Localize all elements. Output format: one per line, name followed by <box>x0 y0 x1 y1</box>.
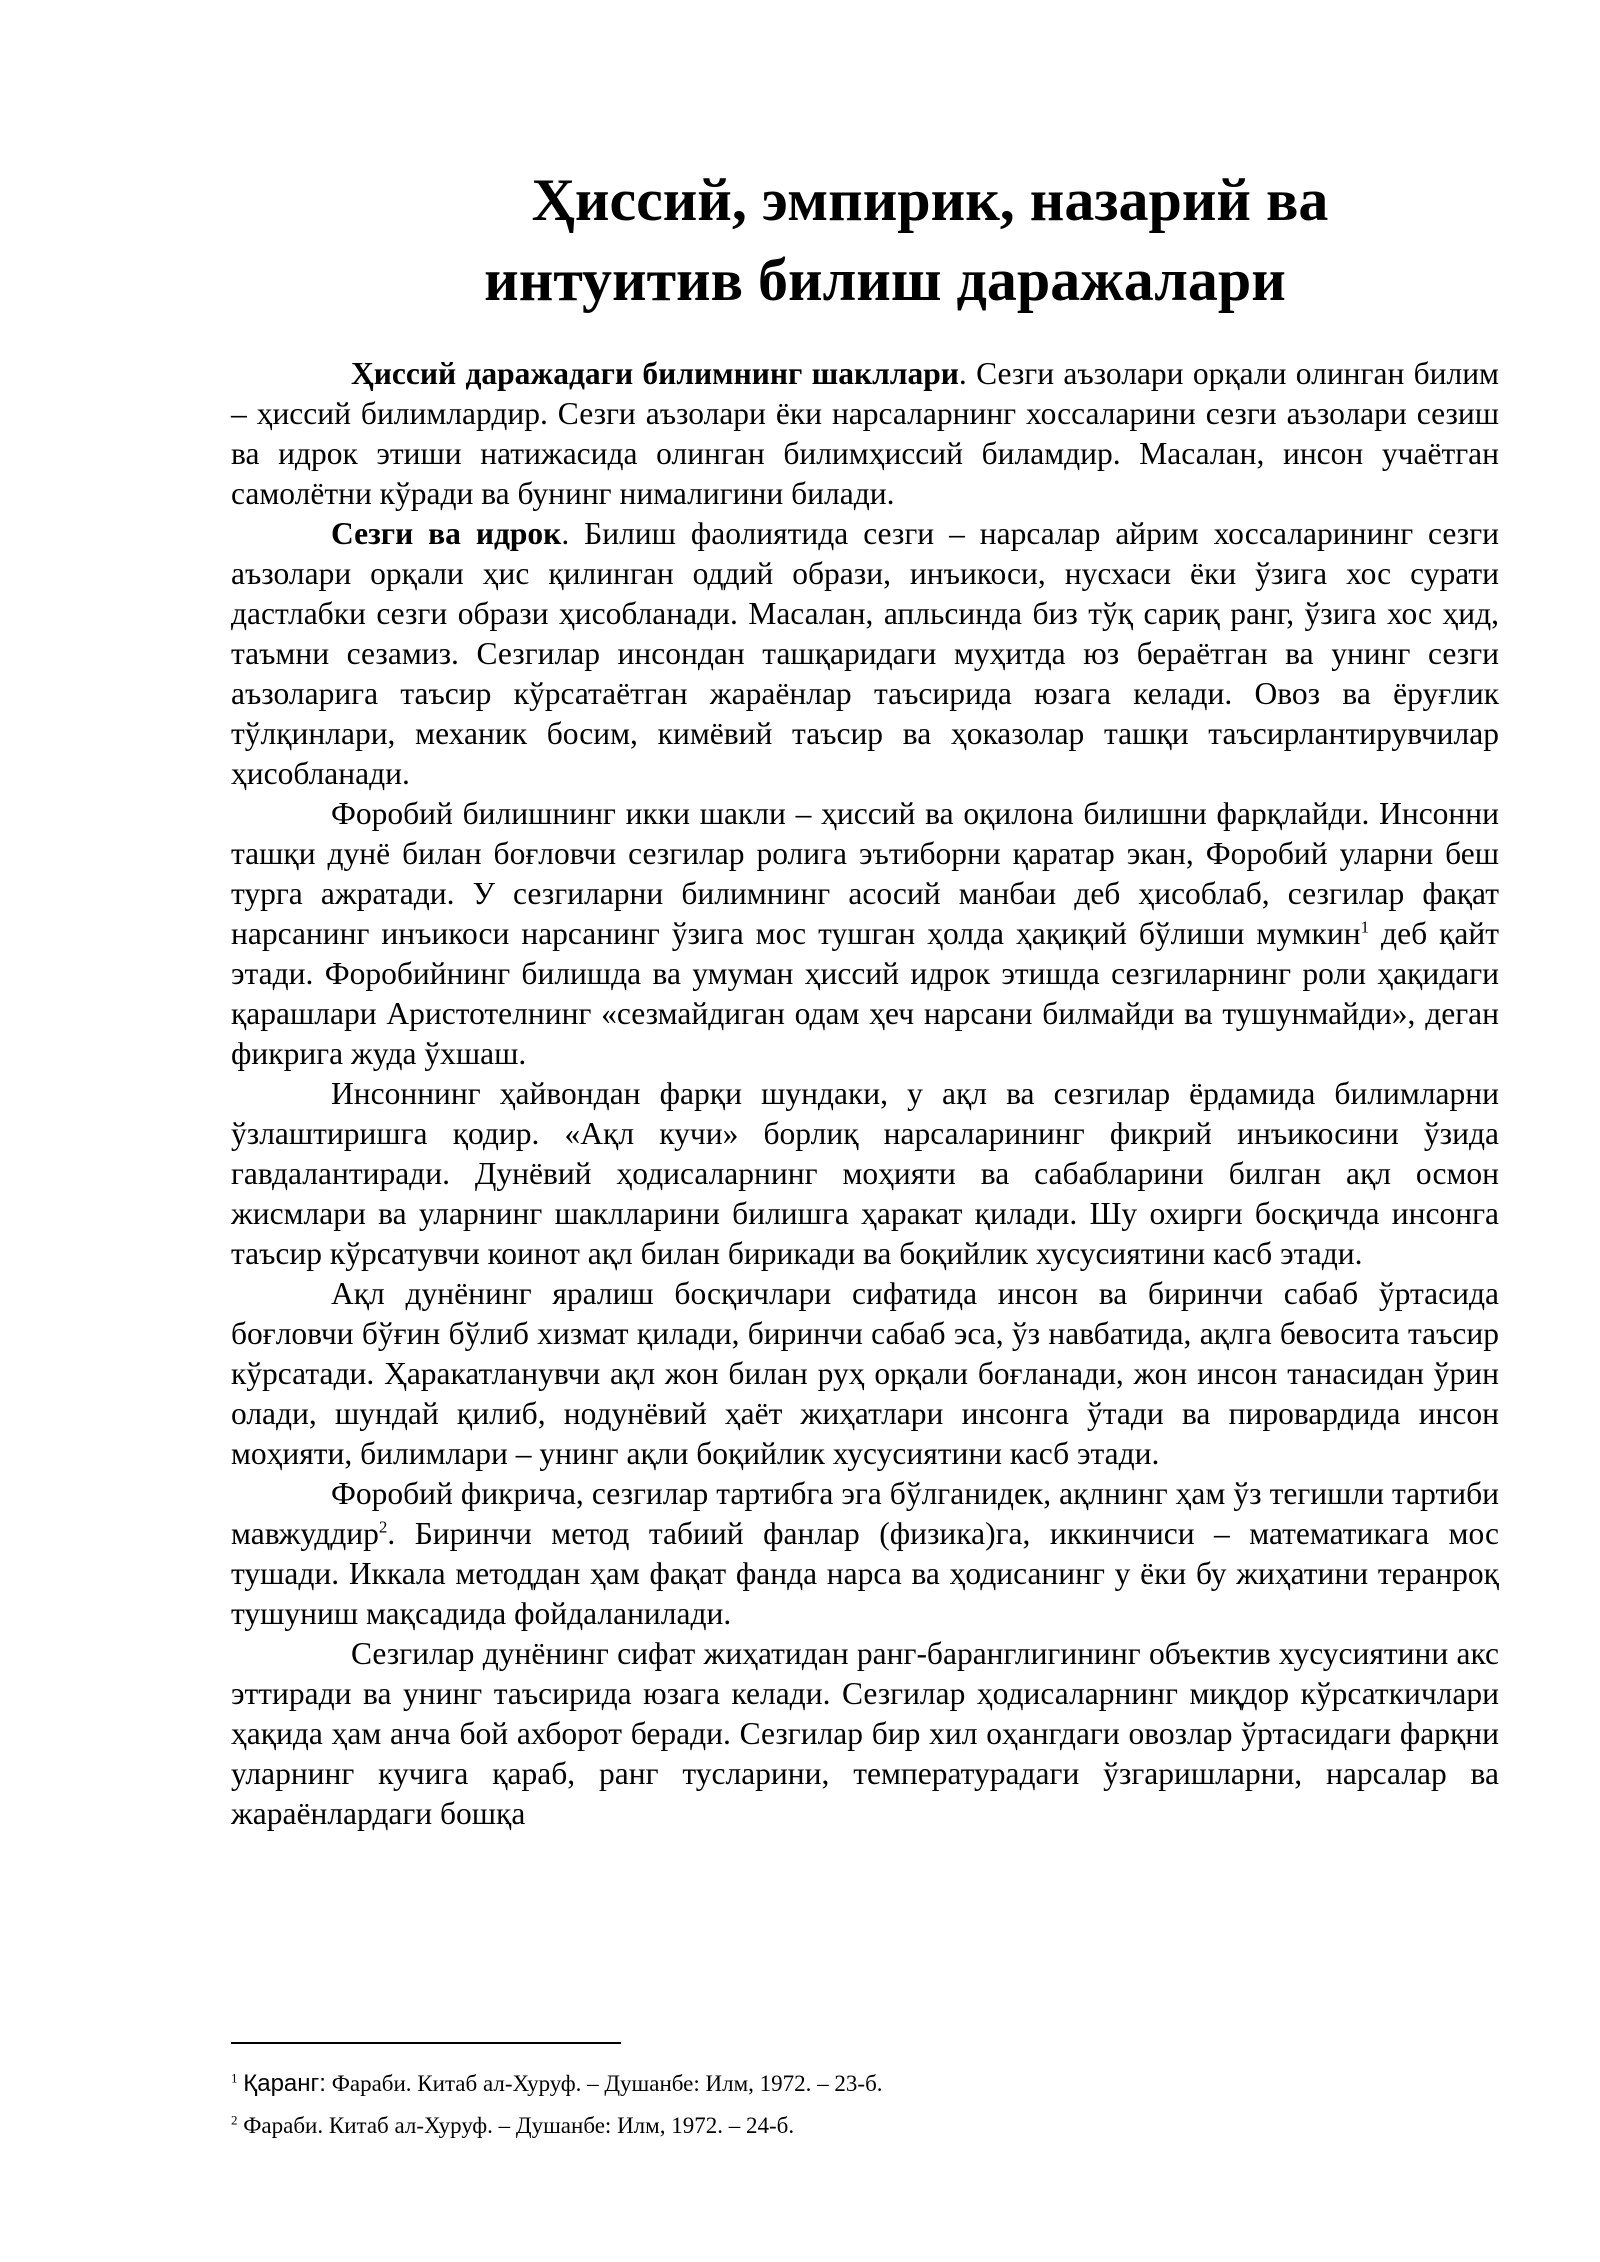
paragraph-6 <box>231 1474 1499 1634</box>
footnote-2-text: Фараби. Китаб ал-Хуруф. – Душанбе: Илм, 1972. – 24-б. <box>237 2113 795 2138</box>
footnote-1-lead: Қаранг: <box>243 2070 326 2097</box>
paragraph-5-text: Ақл дунёнинг яралиш босқичлари сифатида инсон ва биринчи сабаб ўртасида боғловчи бўғин бўлиб хизмат қилади, биринчи сабаб эса, ўз навбатида, ақлга бевосита таъсир кўрсатади. Ҳаракатланувчи ақл жон билан руҳ орқали боғланади, жон инсон танасидан ўрин олади, шундай қилиб, нодунёвий ҳаёт жиҳатлари инсонга ўтади ва пировардида инсон моҳияти, билимлари – унинг ақли боқийлик хусусиятини касб этади. <box>231 1276 1499 1471</box>
paragraph-4 <box>231 1074 1499 1274</box>
page-title-line-1: Ҳиссий, эмпирик, назарий ва <box>531 167 1329 233</box>
paragraph-3 <box>231 794 1499 1074</box>
paragraph-5 <box>231 1274 1499 1474</box>
footnote-1-number: 1 <box>231 2070 238 2086</box>
document-body <box>231 354 1499 1834</box>
paragraph-6-text-before-note: Форобий фикрича, сезгилар тартибга эга бўлганидек, ақлнинг ҳам ўз тегишли тартиби мавжуддир <box>231 1476 1499 1551</box>
paragraph-3-text-after-note: деб қайт этади. Форобийнинг билишда ва умуман ҳиссий идрок этишда сезгиларнинг роли ҳақидаги қарашлари Аристотелнинг «сезмайдиган одам ҳеч нарсани билмайди ва тушунмайди», деган фикрига жуда ўхшаш. <box>231 916 1499 1071</box>
paragraph-2 <box>231 514 1499 794</box>
footnote-ref-1[interactable]: 1 <box>1360 917 1370 937</box>
footnote-1-text: Фараби. Китаб ал-Хуруф. – Душанбе: Илм, 1972. – 23-б. <box>325 2071 883 2096</box>
footnote-2-number: 2 <box>231 2112 238 2128</box>
paragraph-3-text-before-note: Форобий билишнинг икки шакли – ҳиссий ва оқилона билишни фарқлайди. Инсонни ташқи дунё билан боғловчи сезгилар ролига эътиборни қаратар экан, Форобий уларни беш турга ажратади. У сезгиларни билимнинг асосий манбаи деб ҳисоблаб, сезгилар фақат нарсанинг инъикоси нарсанинг ўзига мос тушган ҳолда ҳақиқий бўлиши мумкин <box>231 796 1499 951</box>
paragraph-2-text: . Билиш фаолиятида сезги – нарсалар айрим хоссаларининг сезги аъзолари орқали ҳис қилинган оддий образи, инъикоси, нусхаси ёки ўзига хос сурати дастлабки сезги образи ҳисобланади. Масалан, апльсинда биз тўқ сариқ ранг, ўзига хос ҳид, таъмни сезамиз. Сезгилар инсондан ташқаридаги муҳитда юз бераётган ва унинг сезги аъзоларига таъсир кўрсатаётган жараёнлар таъсирида юзага келади. Овоз ва ёруғлик тўлқинлари, механик босим, кимёвий таъсир ва ҳоказолар ташқи таъсирлантирувчилар ҳисобланади. <box>231 516 1499 791</box>
footnote-1 <box>231 2063 1499 2105</box>
paragraph-1-text: . Сезги аъзолари орқали олинган билим – ҳиссий билимлардир. Сезги аъзолари ёки нарсаларнинг хоссаларини сезги аъзолари сезиш ва идрок этиши натижасида олинган билимҳиссий биламдир. Масалан, инсон учаётган самолётни кўради ва бунинг нималигини билади. <box>231 356 1499 511</box>
footnote-ref-2[interactable]: 2 <box>378 1517 388 1537</box>
footnotes <box>231 2063 1499 2147</box>
footnote-2 <box>231 2105 1499 2147</box>
page-title <box>380 160 1420 320</box>
paragraph-6-text-after-note: . Биринчи метод табиий фанлар (физика)га, иккинчиси – математикага мос тушади. Иккала методдан ҳам фақат фанда нарса ва ҳодисанинг у ёки бу жиҳатини теранроқ тушуниш мақсадида фойдаланилади. <box>231 1516 1499 1631</box>
paragraph-7-text: Сезгилар дунёнинг сифат жиҳатидан ранг-баранглигининг объектив хусусиятини акс эттиради ва унинг таъсирида юзага келади. Сезгилар ҳодисаларнинг миқдор кўрсаткичлари ҳақида ҳам анча бой ахборот беради. Сезгилар бир хил оҳангдаги овозлар ўртасидаги фарқни уларнинг кучига қараб, ранг тусларини, температурадаги ўзгаришларни, нарсалар ва жараёнлардаги бошқа <box>231 1636 1499 1831</box>
footnote-separator <box>231 2042 621 2044</box>
paragraph-2-heading: Сезги ва идрок <box>331 516 562 551</box>
paragraph-1 <box>231 354 1499 514</box>
paragraph-4-text: Инсоннинг ҳайвондан фарқи шундаки, у ақл ва сезгилар ёрдамида билимларни ўзлаштиришга қодир. «Ақл кучи» борлиқ нарсаларининг фикрий инъикосини ўзида гавдалантиради. Дунёвий ҳодисаларнинг моҳияти ва сабабларини билган ақл осмон жисмлари ва уларнинг шаклларини билишга ҳаракат қилади. Шу охирги босқичда инсонга таъсир кўрсатувчи коинот ақл билан бирикади ва боқийлик хусусиятини касб этади. <box>231 1076 1499 1271</box>
paragraph-1-heading: Ҳиссий даражадаги билимнинг шакллари <box>351 356 959 391</box>
page-title-line-2: интуитив билиш даражалари <box>484 247 1286 313</box>
paragraph-7 <box>231 1634 1499 1834</box>
